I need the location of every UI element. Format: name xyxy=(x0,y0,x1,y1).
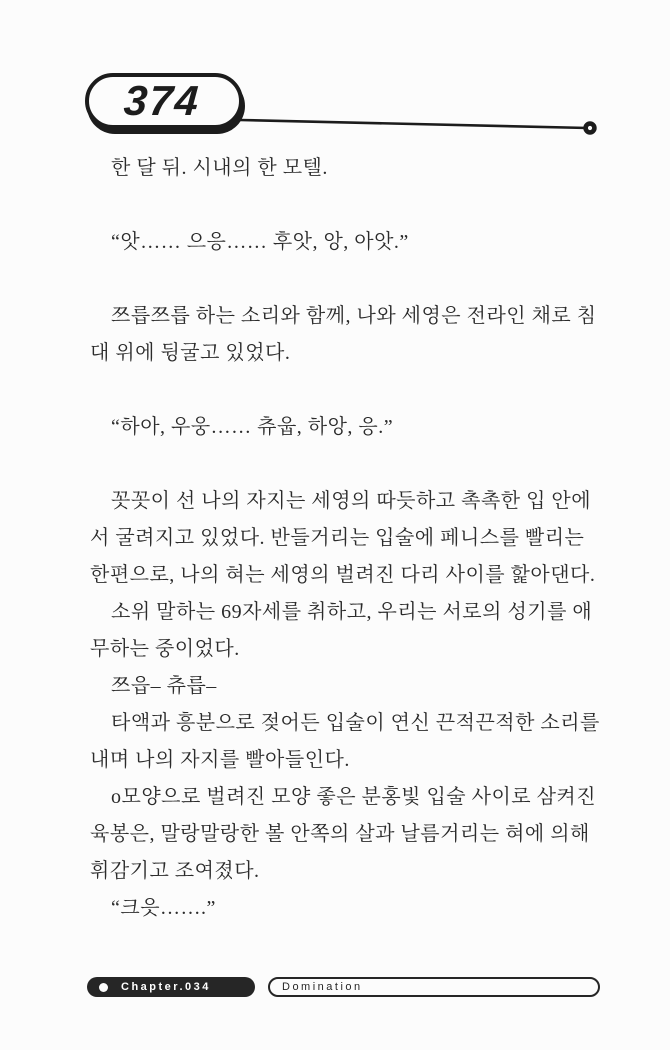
page-footer xyxy=(87,977,600,997)
header-rule-line xyxy=(240,120,588,128)
text-line: 꼿꼿이 선 나의 자지는 세영의 따듯하고 촉촉한 입 안에 xyxy=(111,490,592,512)
paragraph xyxy=(90,483,602,594)
chapter-badge xyxy=(87,977,255,997)
text-line: 대 위에 뒹굴고 있었다. xyxy=(90,342,291,364)
book-title-badge xyxy=(268,977,600,997)
text-line: 타액과 흥분으로 젖어든 입술이 연신 끈적끈적한 소리를 xyxy=(111,712,600,734)
book-title-label: Domination xyxy=(282,980,363,993)
body-text xyxy=(90,150,602,927)
text-line: 내며 나의 자지를 빨아들인다. xyxy=(90,749,350,771)
text-line: “앗…… 으응…… 후앗, 앙, 아앗.” xyxy=(111,231,409,253)
text-line: 육봉은, 말랑말랑한 볼 안쪽의 살과 날름거리는 혀에 의해 xyxy=(90,823,590,845)
text-line: 쯔읍– 츄릅– xyxy=(111,675,217,697)
page-number: 374 xyxy=(122,77,202,124)
paragraph-dialogue xyxy=(90,409,602,446)
text-line: 쯔릅쯔릅 하는 소리와 함께, 나와 세영은 전라인 채로 침 xyxy=(111,305,597,327)
paragraph xyxy=(90,298,602,372)
paragraph-dialogue xyxy=(90,890,602,927)
paragraph xyxy=(90,668,602,705)
text-line: 무하는 중이었다. xyxy=(90,638,240,660)
text-line: 한편으로, 나의 혀는 세영의 벌려진 다리 사이를 핥아댄다. xyxy=(90,564,596,586)
text-line: “하아, 우웅…… 츄웁, 하앙, 응.” xyxy=(111,416,394,438)
text-line: 휘감기고 조여졌다. xyxy=(90,860,260,882)
bullet-dot-icon xyxy=(99,983,108,992)
text-line: 서 굴려지고 있었다. 반들거리는 입술에 페니스를 빨리는 xyxy=(90,527,585,549)
paragraph xyxy=(90,705,602,779)
text-line: 한 달 뒤. 시내의 한 모텔. xyxy=(111,157,328,179)
paragraph-dialogue xyxy=(90,224,602,261)
header-rule-end-dot xyxy=(586,124,595,133)
page-number-badge xyxy=(85,73,243,129)
paragraph xyxy=(90,150,602,187)
text-line: o모양으로 벌려진 모양 좋은 분홍빛 입술 사이로 삼켜진 xyxy=(111,786,597,808)
text-line: 소위 말하는 69자세를 취하고, 우리는 서로의 성기를 애 xyxy=(111,601,593,623)
chapter-label: Chapter.034 xyxy=(121,980,211,993)
paragraph xyxy=(90,779,602,890)
paragraph xyxy=(90,594,602,668)
text-line: “크읏…….” xyxy=(111,897,216,919)
